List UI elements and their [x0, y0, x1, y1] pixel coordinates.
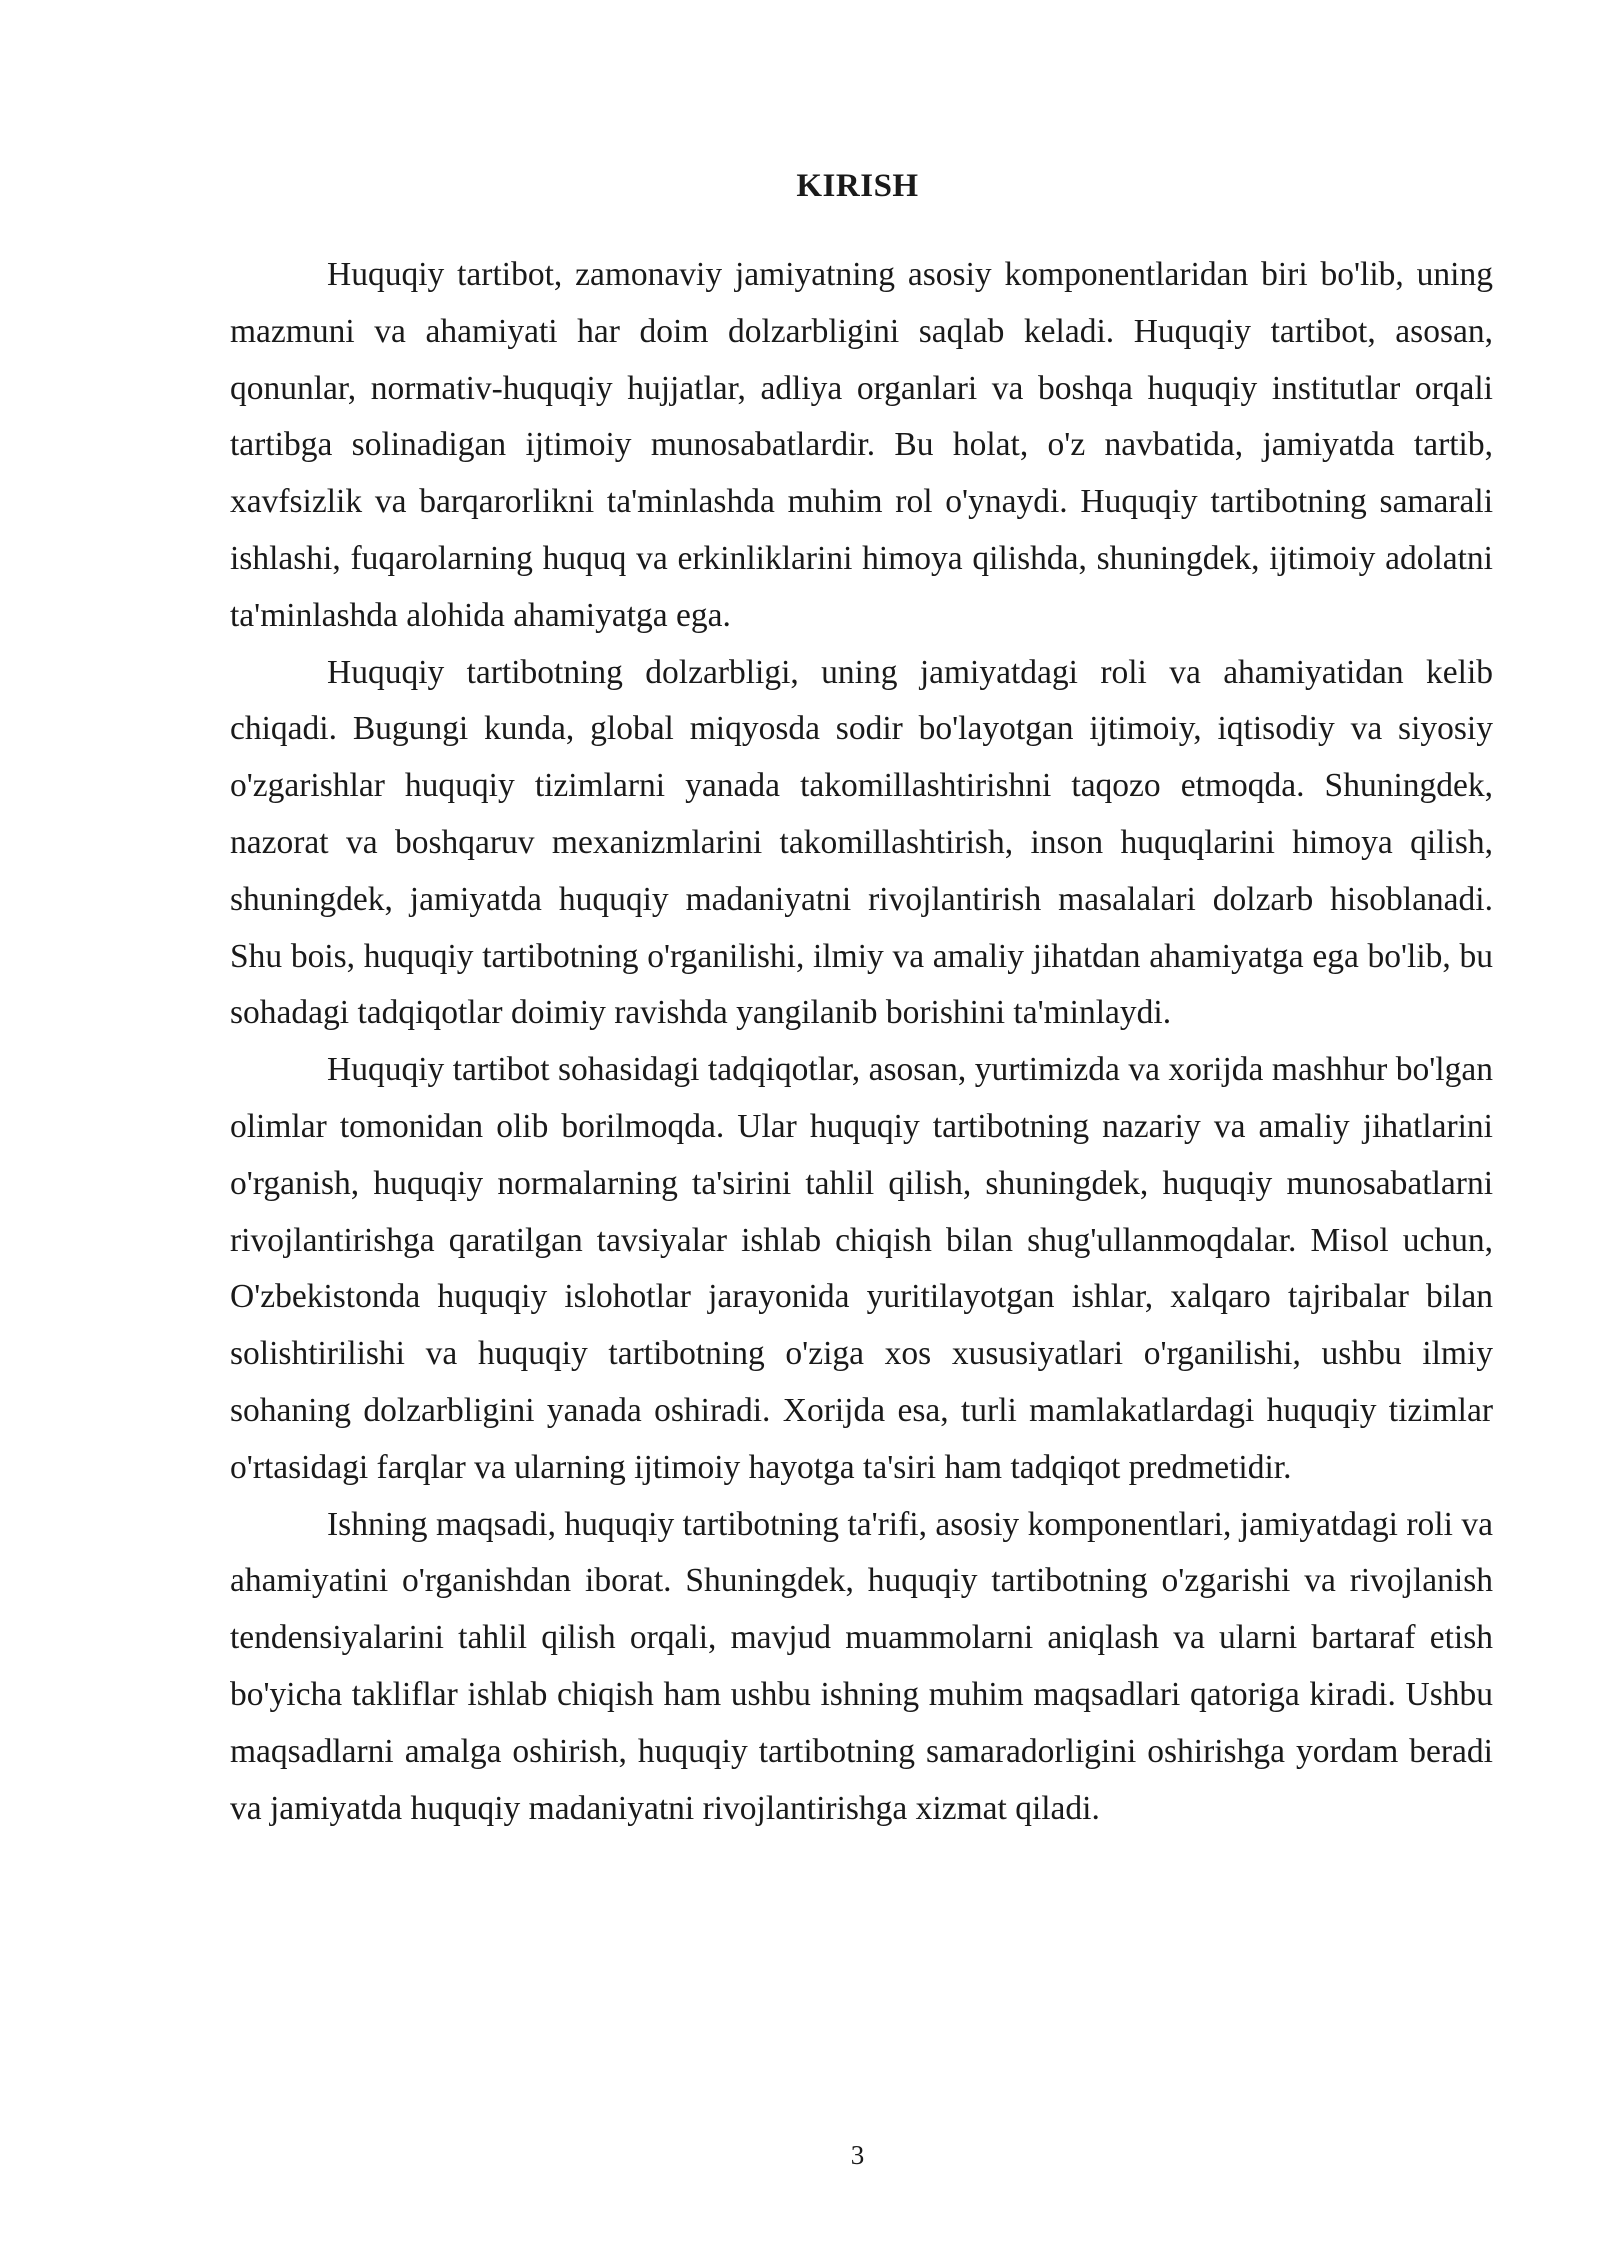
paragraph-3: Huquqiy tartibot sohasidagi tadqiqotlar, asosan, yurtimizda va xorijda mashhur bo'lgan olimlar tomonidan olib borilmoqda. Ular huquqiy tartibotning nazariy va amaliy jihatlarini o'rganish, huquqiy normalarning ta'sirini tahlil qilish, shuningdek, huquqiy munosabatlarni rivojlantirishga qaratilgan tavsiyalar ishlab chiqish bilan shug'ullanmoqdalar. Misol uchun, O'zbekistonda huquqiy islohotlar jarayonida yuritilayotgan ishlar, xalqaro tajribalar bilan solishtirilishi va huquqiy tartibotning o'ziga xos xususiyatlari o'rganilishi, ushbu ilmiy sohaning dolzarbligini yanada oshiradi. Xorijda esa, turli mamlakatlardagi huquqiy tizimlar o'rtasidagi farqlar va ularning ijtimoiy hayotga ta'siri ham tadqiqot predmetidir.	[230, 1051, 1493, 1486]
paragraph-1: Huquqiy tartibot, zamonaviy jamiyatning asosiy komponentlaridan biri bo'lib, uning mazmuni va ahamiyati har doim dolzarbligini saqlab keladi. Huquqiy tartibot, asosan, qonunlar, normativ-huquqiy hujjatlar, adliya organlari va boshqa huquqiy institutlar orqali tartibga solinadigan ijtimoiy munosabatlardir. Bu holat, o'z navbatida, jamiyatda tartib, xavfsizlik va barqarorlikni ta'minlashda muhim rol o'ynaydi. Huquqiy tartibotning samarali ishlashi, fuqarolarning huquq va erkinliklarini himoya qilishda, shuningdek, ijtimoiy adolatni ta'minlashda alohida ahamiyatga ega.	[230, 256, 1493, 634]
paragraph-2: Huquqiy tartibotning dolzarbligi, uning jamiyatdagi roli va ahamiyatidan kelib chiqadi. Bugungi kunda, global miqyosda sodir bo'layotgan ijtimoiy, iqtisodiy va siyosiy o'zgarishlar huquqiy tizimlarni yanada takomillashtirishni taqozo etmoqda. Shuningdek, nazorat va boshqaruv mexanizmlarini takomillashtirish, inson huquqlarini himoya qilish, shuningdek, jamiyatda huquqiy madaniyatni rivojlantirish masalalari dolzarb hisoblanadi. Shu bois, huquqiy tartibotning o'rganilishi, ilmiy va amaliy jihatdan ahamiyatga ega bo'lib, bu sohadagi tadqiqotlar doimiy ravishda yangilanib borishini ta'minlaydi.	[230, 653, 1493, 1032]
page-number: 3	[850, 2140, 865, 2170]
page-title: KIRISH	[796, 168, 919, 204]
document-body	[230, 247, 1493, 1837]
paragraph-4: Ishning maqsadi, huquqiy tartibotning ta'rifi, asosiy komponentlari, jamiyatdagi roli va ahamiyatini o'rganishdan iborat. Shuningdek, huquqiy tartibotning o'zgarishi va rivojlanish tendensiyalarini tahlil qilish orqali, mavjud muammolarni aniqlash va ularni bartaraf etish bo'yicha takliflar ishlab chiqish ham ushbu ishning muhim maqsadlari qatoriga kiradi. Ushbu maqsadlarni amalga oshirish, huquqiy tartibotning samaradorligini oshirishga yordam beradi va jamiyatda huquqiy madaniyatni rivojlantirishga xizmat qiladi.	[230, 1505, 1493, 1827]
